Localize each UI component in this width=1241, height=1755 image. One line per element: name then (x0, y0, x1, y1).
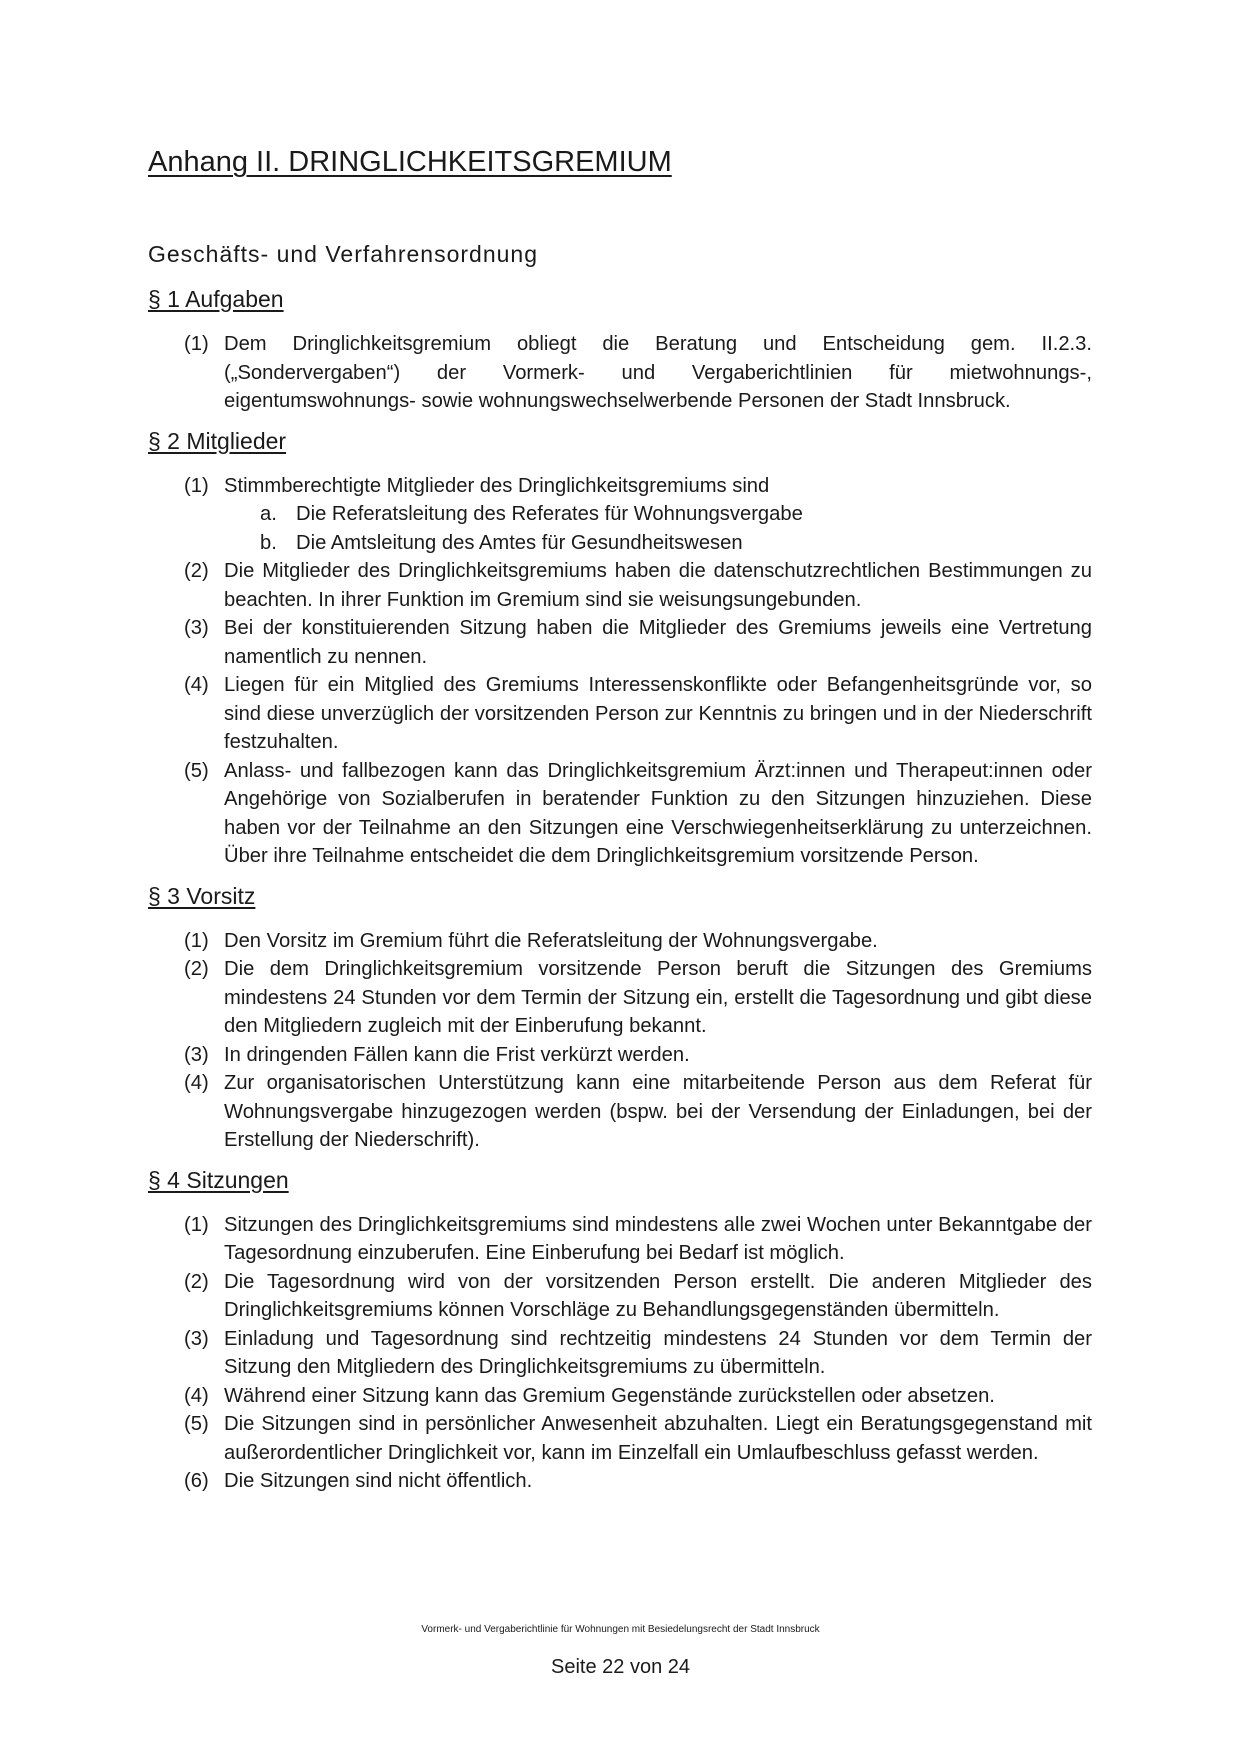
clause-list (148, 1211, 1092, 1496)
section-heading: § 4 Sitzungen (148, 1166, 289, 1193)
clause-number: (5) (184, 1413, 209, 1435)
clause-text: Bei der konstituierenden Sitzung haben die Mitglieder des Gremiums jeweils eine Vertretung namentlich zu nennen. (224, 617, 1092, 668)
clause-number: (2) (184, 560, 209, 582)
clause-text: Sitzungen des Dringlichkeitsgremiums sind mindestens alle zwei Wochen unter Bekanntgabe der Tagesordnung einzuberufen. Eine Einberufung bei Bedarf ist möglich. (224, 1213, 1092, 1264)
clause-text: Die dem Dringlichkeitsgremium vorsitzende Person beruft die Sitzungen des Gremiums mindestens 24 Stunden vor dem Termin der Sitzung ein, erstellt die Tagesordnung und gibt diese den Mitgliedern zugleich mit der Einberufung bekannt. (224, 958, 1092, 1037)
clause-text: Stimmberechtigte Mitglieder des Dringlichkeitsgremiums sind (224, 474, 770, 497)
clause (148, 1268, 1092, 1325)
clause-number: (1) (184, 929, 209, 952)
clause (148, 472, 1092, 558)
document-body (148, 284, 1092, 1506)
clause (148, 614, 1092, 671)
clause-list (148, 927, 1092, 1155)
clause (148, 955, 1092, 1041)
clause (148, 1069, 1092, 1155)
section-heading: § 1 Aufgaben (148, 286, 284, 312)
clause-list (148, 472, 1092, 871)
clause-text: Dem Dringlichkeitsgremium obliegt die Beratung und Entscheidung gem. II.2.3. („Sondervergaben“) der Vormerk- und Vergaberichtlinien für mietwohnungs-, eigentumswohnungs- sowie wohnungswechselwerbende Personen der Stadt Innsbruck. (224, 333, 1092, 412)
clause (148, 757, 1092, 871)
clause-text: Die Mitglieder des Dringlichkeitsgremiums haben die datenschutzrechtlichen Bestimmungen zu beachten. In ihrer Funktion im Gremium sind sie weisungsungebunden. (224, 560, 1092, 611)
clause (148, 330, 1092, 416)
clause (148, 1382, 1092, 1411)
clause-number: (1) (184, 333, 209, 355)
footer-note: Vormerk- und Vergaberichtlinie für Wohnungen mit Besiedelungsrecht der Stadt Innsbruck (421, 1624, 820, 1635)
clause-number: (3) (184, 617, 209, 639)
clause-number: (4) (184, 674, 209, 696)
document-subtitle: Geschäfts- und Verfahrensordnung (148, 241, 539, 267)
clause (148, 1211, 1092, 1268)
clause-text: Die Tagesordnung wird von der vorsitzenden Person erstellt. Die anderen Mitglieder des Dringlichkeitsgremiums können Vorschläge zu Behandlungsgegenständen übermitteln. (224, 1270, 1092, 1321)
page-number: Seite 22 von 24 (551, 1656, 690, 1678)
clause (148, 1467, 1092, 1496)
section-mitglieder (148, 426, 1092, 871)
clause-text: Zur organisatorischen Unterstützung kann eine mitarbeitende Person aus dem Referat für Wohnungsvergabe hinzugezogen werden (bspw. bei der Versendung der Einladungen, bei der Erstellung der Niederschrift). (224, 1072, 1092, 1151)
sub-item-letter: b. (260, 531, 277, 554)
sub-item (224, 529, 1092, 558)
sub-item (224, 500, 1092, 529)
clause-text: Während einer Sitzung kann das Gremium Gegenstände zurückstellen oder absetzen. (224, 1384, 995, 1407)
clause-number: (4) (184, 1072, 209, 1094)
clause-text: Die Sitzungen sind nicht öffentlich. (224, 1470, 533, 1492)
clause-number: (1) (184, 474, 209, 497)
clause-number: (6) (184, 1470, 209, 1492)
clause-number: (2) (184, 1270, 209, 1293)
clause-number: (5) (184, 759, 209, 782)
sub-item-letter: a. (260, 503, 277, 525)
clause-number: (4) (184, 1384, 209, 1407)
clause-list (148, 330, 1092, 416)
sub-item-text: Die Referatsleitung des Referates für Wohnungsvergabe (296, 503, 803, 525)
clause-text: Liegen für ein Mitglied des Gremiums Interessenskonflikte oder Befangenheitsgründe vor, so sind diese unverzüglich der vorsitzenden Person zur Kenntnis zu bringen und in der Niederschrift festzuhalten. (224, 674, 1092, 753)
section-sitzungen (148, 1165, 1092, 1496)
clause (148, 1325, 1092, 1382)
clause (148, 671, 1092, 757)
clause-text: In dringenden Fällen kann die Frist verkürzt werden. (224, 1043, 690, 1066)
clause (148, 927, 1092, 956)
section-heading: § 2 Mitglieder (148, 427, 287, 454)
clause-number: (3) (184, 1043, 209, 1066)
clause (148, 557, 1092, 614)
clause-number: (1) (184, 1213, 209, 1236)
clause-text: Anlass- und fallbezogen kann das Dringlichkeitsgremium Ärzt:innen und Therapeut:innen oder Angehörige von Sozialberufen in beratender Funktion zu den Sitzungen hinzuziehen. Diese haben vor der Teilnahme an den Sitzungen eine Verschwiegenheitserklärung zu unterzeichnen. Über ihre Teilnahme entscheidet die dem Dringlichkeitsgremium vorsitzende Person. (224, 759, 1092, 867)
section-heading: § 3 Vorsitz (148, 882, 256, 909)
clause (148, 1041, 1092, 1070)
sub-item-text: Die Amtsleitung des Amtes für Gesundheitswesen (296, 531, 743, 554)
sub-item-list (224, 500, 1092, 557)
clause (148, 1410, 1092, 1467)
clause-text: Einladung und Tagesordnung sind rechtzeitig mindestens 24 Stunden vor dem Termin der Sitzung den Mitgliedern des Dringlichkeitsgremiums zu übermitteln. (224, 1327, 1092, 1378)
clause-text: Den Vorsitz im Gremium führt die Referatsleitung der Wohnungsvergabe. (224, 929, 878, 952)
clause-number: (2) (184, 958, 209, 980)
clause-number: (3) (184, 1327, 209, 1350)
section-vorsitz (148, 881, 1092, 1155)
page-title: Anhang II. DRINGLICHKEITSGREMIUM (148, 146, 672, 178)
clause-text: Die Sitzungen sind in persönlicher Anwesenheit abzuhalten. Liegt ein Beratungsgegenstand mit außerordentlicher Dringlichkeit vor, kann im Einzelfall ein Umlaufbeschluss gefasst werden. (224, 1413, 1092, 1464)
section-aufgaben (148, 284, 1092, 416)
